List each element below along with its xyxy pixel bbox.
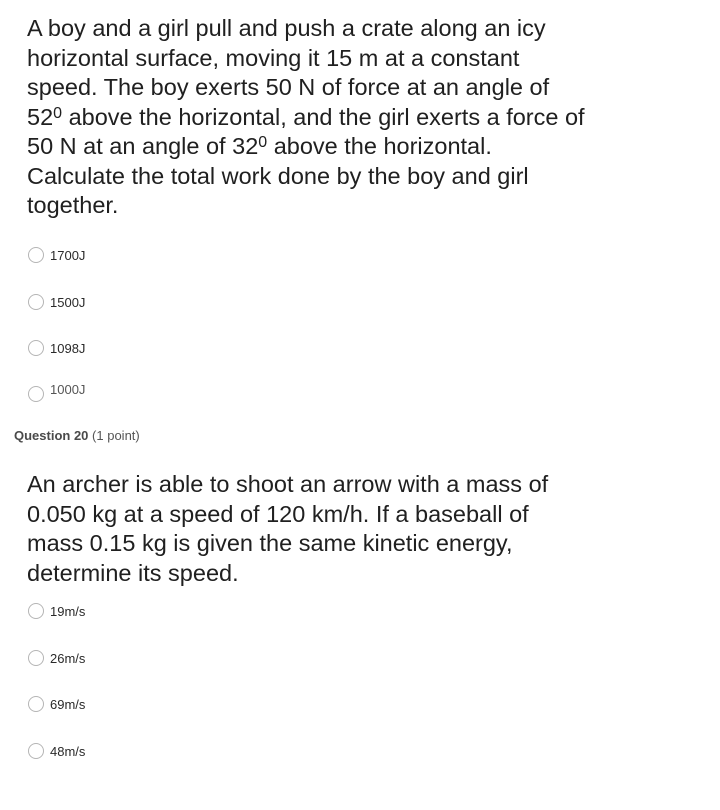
answer-option-69ms[interactable] [28, 694, 85, 714]
question-points: (1 point) [92, 428, 140, 443]
option-label: 1700J [50, 247, 86, 263]
answer-option-1500j[interactable] [28, 292, 85, 312]
degree-superscript: 0 [258, 134, 268, 151]
option-label: 1500J [50, 294, 86, 310]
question-20-text: An archer is able to shoot an arrow with a mass of 0.050 kg at a speed of 120 km/h. If a baseball of mass 0.15 kg is given the same kinetic energy, determine its speed. [27, 471, 549, 586]
radio-button[interactable] [28, 247, 44, 263]
radio-button[interactable] [28, 650, 44, 666]
radio-button[interactable] [28, 340, 44, 356]
option-label: 26m/s [50, 650, 86, 666]
radio-button[interactable] [28, 386, 44, 402]
answer-option-1098j[interactable] [28, 338, 85, 358]
radio-button[interactable] [28, 743, 44, 759]
option-label: 1000J [50, 382, 86, 397]
question-20-header [14, 428, 140, 443]
answer-option-19ms[interactable] [28, 601, 85, 621]
question-19-text [27, 14, 587, 221]
radio-button[interactable] [28, 294, 44, 310]
option-label: 48m/s [50, 743, 86, 759]
option-label: 1098J [50, 340, 86, 356]
radio-button[interactable] [28, 603, 44, 619]
answer-option-1700j[interactable] [28, 245, 85, 265]
radio-button[interactable] [28, 696, 44, 712]
question-19-text-part1: A boy and a girl pull and push a crate along an icy horizontal surface, moving it 15 m at a constant speed. The boy exerts 50 N of force at an angle of 52 [27, 15, 550, 130]
question-title: Question 20 [14, 428, 89, 443]
question-19-text-part3: above the horizontal. Calculate the total work done by the boy and girl together. [27, 133, 529, 218]
degree-superscript: 0 [53, 104, 63, 122]
question-19-text-part2: above the horizontal, and the girl exerts a force of 50 N at an angle of 32 [27, 103, 585, 159]
answer-option-48ms[interactable] [28, 741, 85, 761]
option-label: 19m/s [50, 603, 86, 619]
answer-option-1000j[interactable] [28, 381, 85, 401]
answer-option-26ms[interactable] [28, 648, 85, 668]
option-label: 69m/s [50, 696, 86, 712]
